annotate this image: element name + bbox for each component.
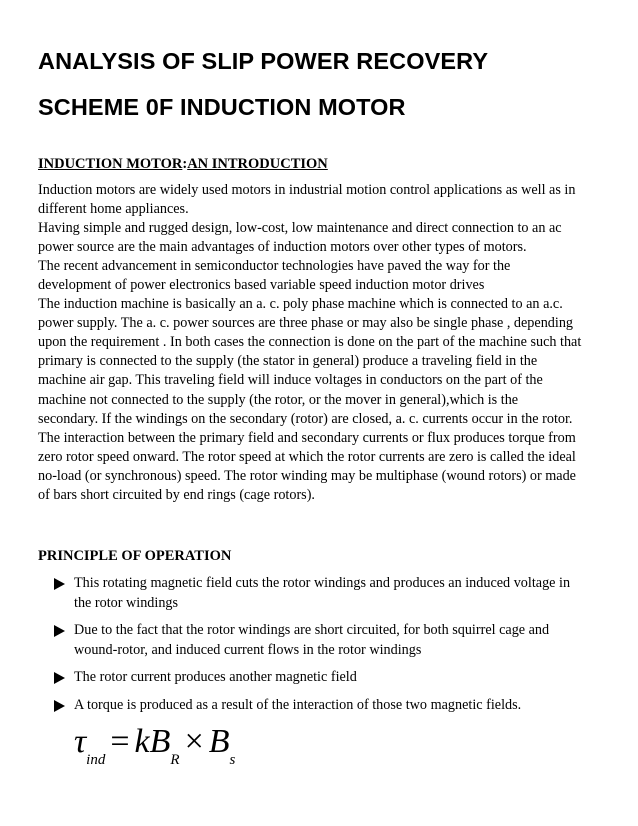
list-item	[54, 668, 614, 688]
equation-lhs: τ	[74, 723, 87, 760]
text-line: zero rotor speed onward. The rotor speed at which the rotor currents are zero is called the ideal	[38, 448, 576, 465]
intro-heading-separator: :	[182, 156, 188, 172]
text-line: secondary. If the windings on the secondary (rotor) are closed, a. c. currents occur in the rotor.	[38, 410, 573, 427]
text-line: machine air gap. This traveling field will induce voltages in conductors on the part of the	[38, 372, 543, 389]
bullet-text-line: wound-rotor, and induced current flows in the rotor windings	[74, 641, 422, 658]
text-line: different home appliances.	[38, 201, 189, 218]
list-item	[54, 696, 614, 716]
title-line-1: ANALYSIS OF SLIP POWER RECOVERY	[38, 48, 489, 74]
intro-paragraph	[38, 181, 598, 505]
text-line: development of power electronics based variable speed induction motor drives	[38, 277, 485, 294]
title-line-2: SCHEME 0F INDUCTION MOTOR	[38, 94, 406, 120]
torque-equation	[74, 722, 235, 780]
document-title	[38, 38, 618, 130]
text-line: Induction motors are widely used motors in industrial motion control applications as well as in	[38, 182, 576, 198]
text-line: machine not connected to the supply (the rotor, or the mover in general),which is the	[38, 391, 519, 408]
text-line: primary is connected to the supply (the stator in general) produce a traveling field in the	[38, 353, 538, 370]
text-line: no-load (or synchronous) speed. The rotor winding may be multiphase (wound rotors) or made	[38, 467, 576, 484]
equation-lhs-subscript: ind	[86, 752, 106, 768]
triangle-bullet-icon	[54, 578, 65, 590]
triangle-bullet-icon	[54, 625, 65, 637]
principle-bullet-list	[54, 574, 614, 723]
triangle-bullet-icon	[54, 672, 65, 684]
equation-equals: =	[110, 723, 130, 760]
equation-rhs-subscript: s	[229, 752, 236, 768]
text-line: power supply. The a. c. power sources are three phase or may also be single phase , depending	[38, 315, 574, 332]
bullet-text-line: The rotor current produces another magnetic field	[74, 669, 357, 685]
intro-heading	[38, 154, 328, 174]
triangle-bullet-icon	[54, 700, 65, 712]
text-line: The interaction between the primary field and secondary currents or flux produces torque from	[38, 429, 576, 446]
bullet-text-line: A torque is produced as a result of the interaction of those two magnetic fields.	[74, 696, 522, 713]
bullet-text-line: Due to the fact that the rotor windings are short circuited, for both squirrel cage and	[74, 622, 550, 638]
principle-heading: PRINCIPLE OF OPERATION	[38, 548, 232, 564]
list-item	[54, 574, 614, 613]
text-line: upon the requirement . In both cases the connection is done on the part of the machine such that	[38, 334, 582, 351]
intro-heading-part1: INDUCTION MOTOR	[38, 156, 183, 172]
equation-coefficient-subscript: R	[170, 752, 180, 768]
equation-coefficient: kB	[134, 723, 171, 760]
text-line: The recent advancement in semiconductor technologies have paved the way for the	[38, 258, 511, 275]
text-line: Having simple and rugged design, low-cost, low maintenance and direct connection to an ac	[38, 220, 562, 237]
text-line: of bars short circuited by end rings (cage rotors).	[38, 486, 315, 503]
text-line: The induction machine is basically an a. c. poly phase machine which is connected to an a.c.	[38, 296, 563, 313]
bullet-text-line: the rotor windings	[74, 594, 179, 611]
intro-heading-part2: AN INTRODUCTION	[187, 156, 328, 172]
bullet-text-line: This rotating magnetic field cuts the rotor windings and produces an induced voltage in	[74, 575, 571, 591]
equation-times: ×	[184, 723, 204, 760]
text-line: power source are the main advantages of induction motors over other types of motors.	[38, 239, 527, 256]
list-item	[54, 621, 614, 660]
equation-rhs: B	[208, 723, 230, 760]
